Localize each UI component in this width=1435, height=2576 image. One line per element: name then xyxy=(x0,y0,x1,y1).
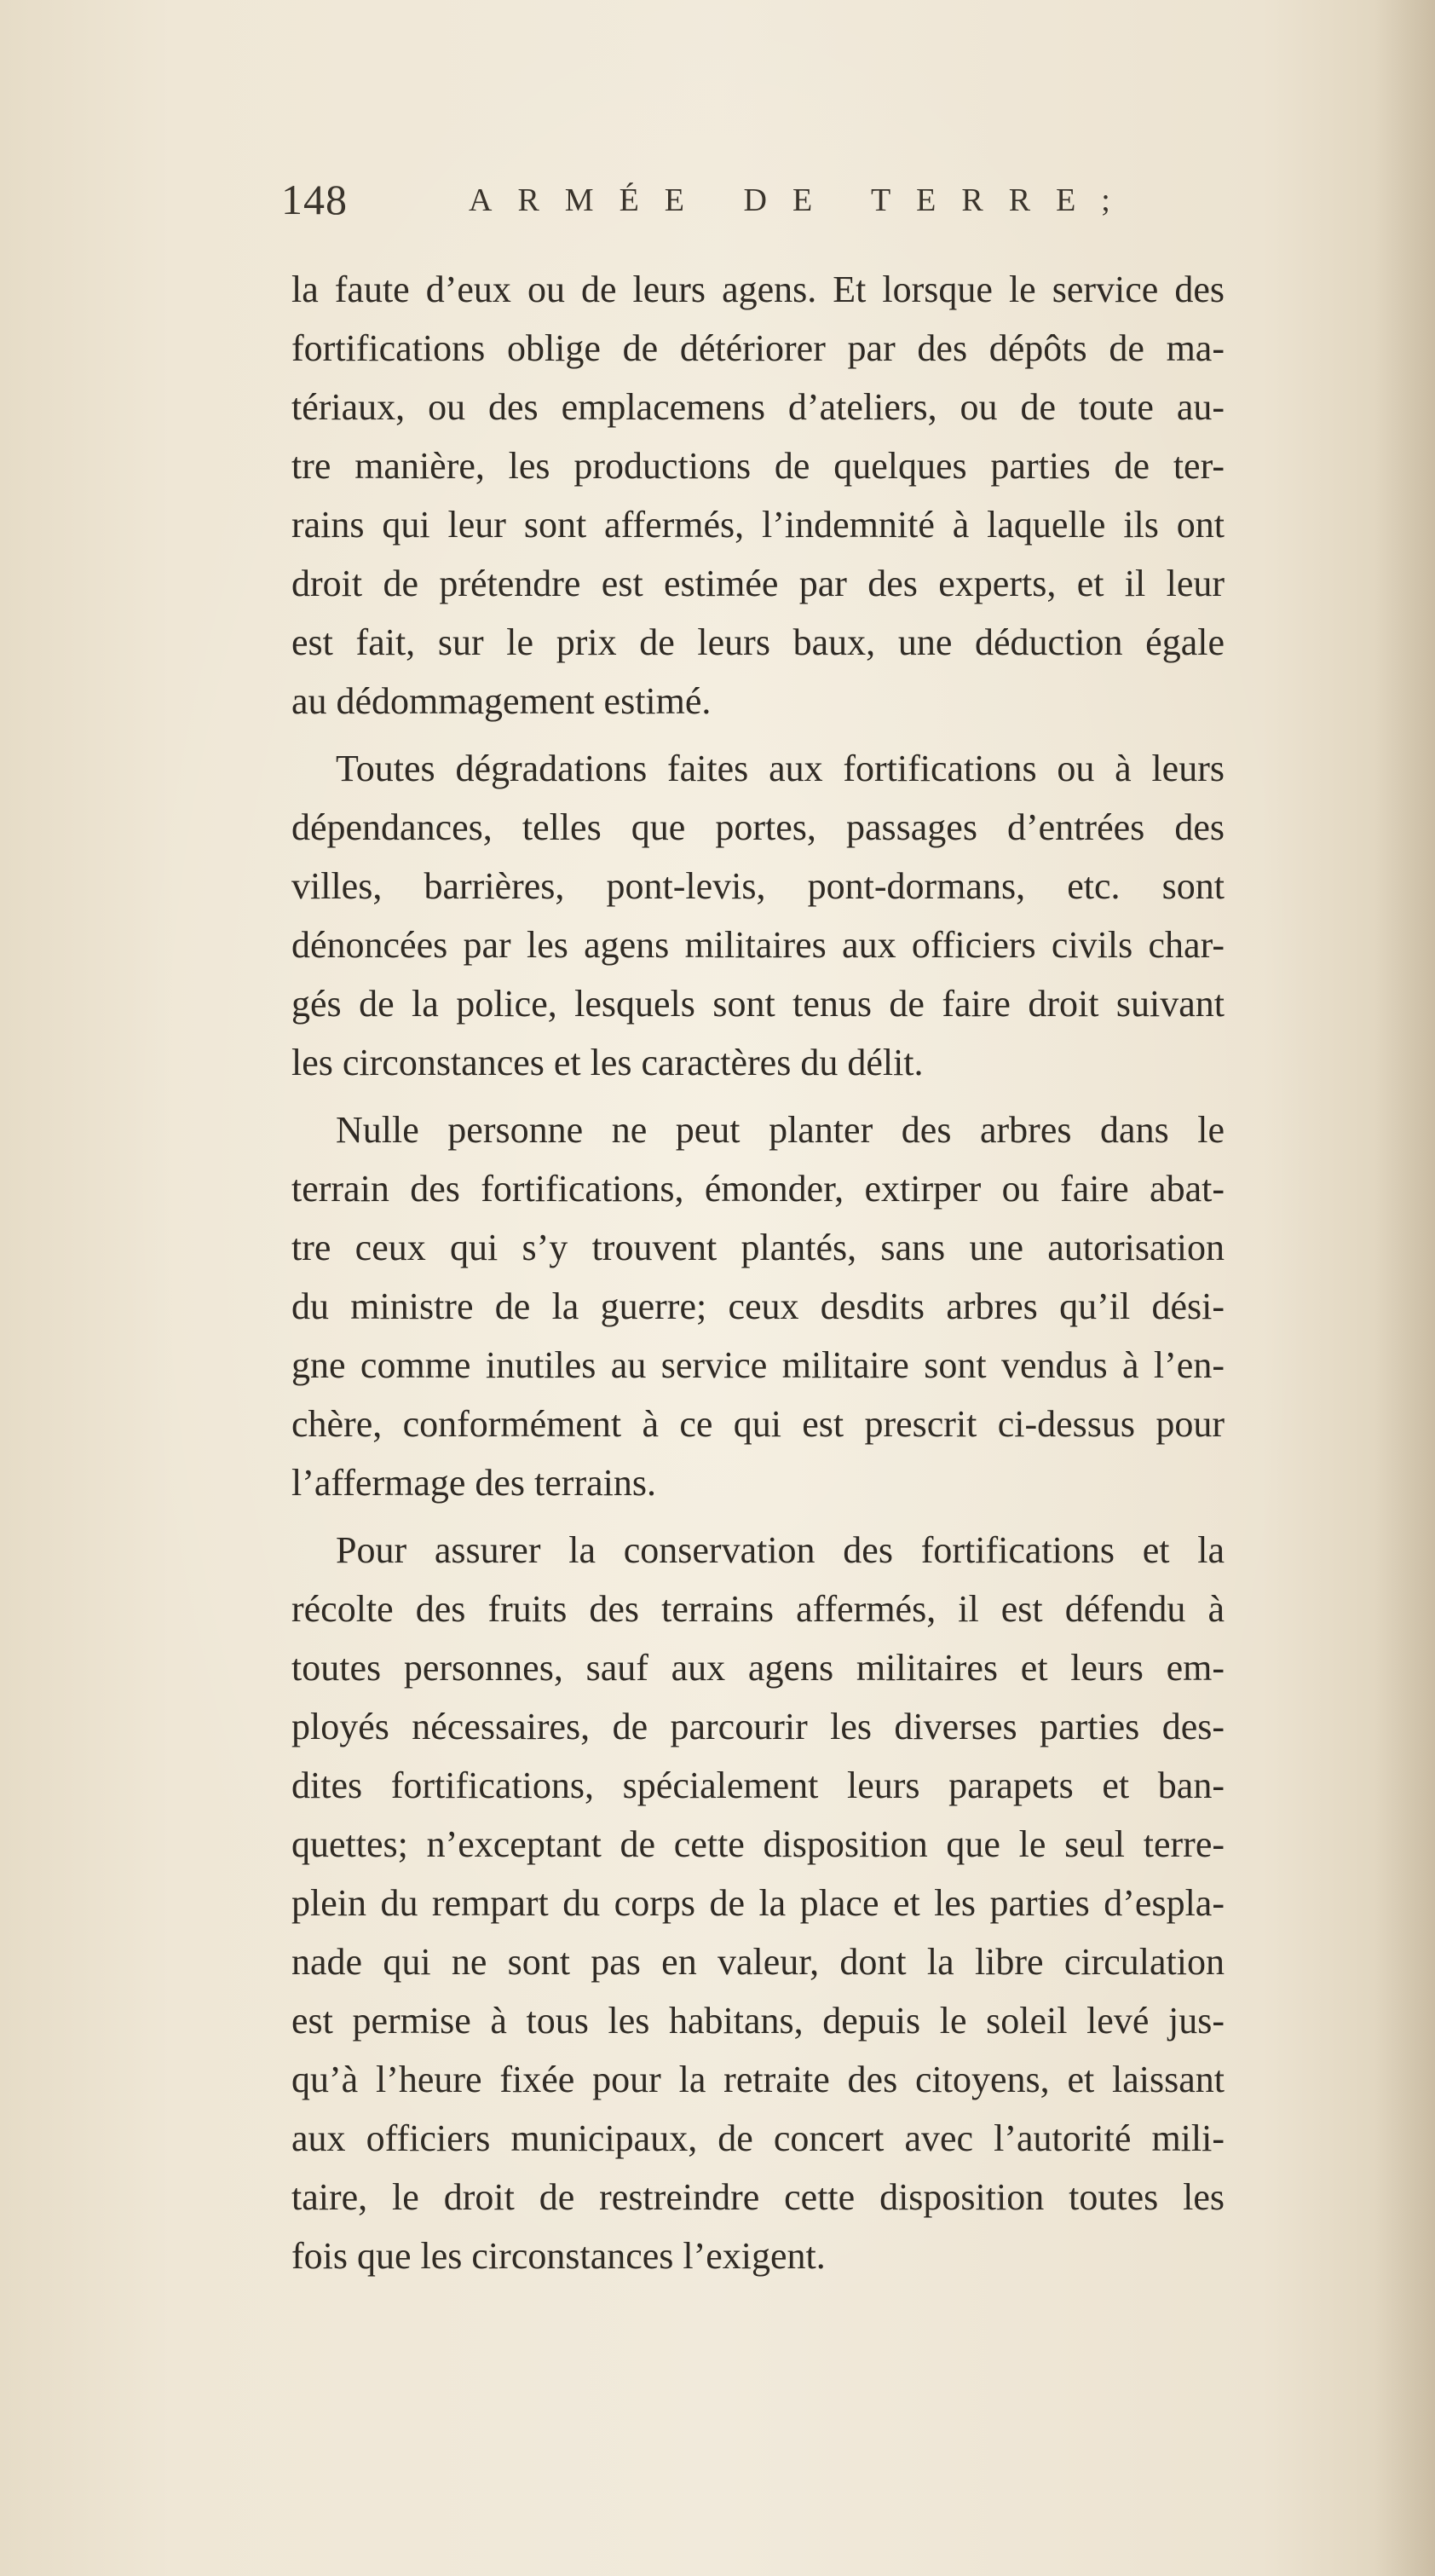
text-line: tre manière, les productions de quelques parties de ter- xyxy=(291,445,1225,487)
text-line: dites fortifications, spécialement leurs parapets et ban- xyxy=(291,1765,1225,1806)
running-head xyxy=(281,175,1244,234)
text-line: toutes personnes, sauf aux agens militaires et leurs em- xyxy=(291,1647,1225,1689)
text-line: Toutes dégradations faites aux fortifications ou à leurs xyxy=(336,748,1225,789)
running-title: ARMÉE DE TERRE; xyxy=(469,182,1136,218)
text-line: terrain des fortifications, émonder, extirper ou faire abat- xyxy=(291,1168,1225,1210)
paragraph xyxy=(291,260,1225,731)
text-line: dénoncées par les agens militaires aux officiers civils char- xyxy=(291,924,1225,966)
text-line: quettes; n’exceptant de cette disposition que le seul terre- xyxy=(291,1823,1225,1865)
text-line: au dédommagement estimé. xyxy=(291,680,712,722)
paragraph xyxy=(291,1521,1225,2285)
text-line: fois que les circonstances l’exigent. xyxy=(291,2235,826,2277)
text-line: aux officiers municipaux, de concert avec l’autorité mili- xyxy=(291,2117,1225,2159)
text-line: fortifications oblige de détériorer par des dépôts de ma- xyxy=(291,327,1225,369)
page-edge-shadow xyxy=(1375,0,1435,2576)
text-line: gne comme inutiles au service militaire sont vendus à l’en- xyxy=(291,1344,1225,1386)
text-line: ployés nécessaires, de parcourir les diverses parties des- xyxy=(291,1706,1225,1747)
text-line: tériaux, ou des emplacemens d’ateliers, ou de toute au- xyxy=(291,386,1225,428)
text-line: la faute d’eux ou de leurs agens. Et lorsque le service des xyxy=(291,269,1225,310)
text-line: chère, conformément à ce qui est prescrit ci-dessus pour xyxy=(291,1403,1225,1445)
text-line: gés de la police, lesquels sont tenus de faire droit suivant xyxy=(291,983,1225,1025)
text-line: Nulle personne ne peut planter des arbres dans le xyxy=(336,1109,1225,1151)
text-line: rains qui leur sont affermés, l’indemnité à laquelle ils ont xyxy=(291,504,1225,546)
text-line: villes, barrières, pont-levis, pont-dormans, etc. sont xyxy=(291,865,1225,907)
text-line: droit de prétendre est estimée par des experts, et il leur xyxy=(291,563,1225,604)
text-line: les circonstances et les caractères du délit. xyxy=(291,1042,924,1083)
text-line: nade qui ne sont pas en valeur, dont la libre circulation xyxy=(291,1941,1225,1983)
text-line: récolte des fruits des terrains affermés, il est défendu à xyxy=(291,1588,1225,1630)
text-line: dépendances, telles que portes, passages d’entrées des xyxy=(291,806,1225,848)
text-line: tre ceux qui s’y trouvent plantés, sans une autorisation xyxy=(291,1227,1225,1268)
page-number: 148 xyxy=(281,176,348,223)
body-text xyxy=(291,260,1225,2285)
text-line: est fait, sur le prix de leurs baux, une déduction égale xyxy=(291,621,1225,663)
text-line: qu’à l’heure fixée pour la retraite des citoyens, et laissant xyxy=(291,2059,1225,2100)
text-line: est permise à tous les habitans, depuis le soleil levé jus- xyxy=(291,2000,1225,2042)
text-line: l’affermage des terrains. xyxy=(291,1462,656,1504)
text-line: du ministre de la guerre; ceux desdits arbres qu’il dési- xyxy=(291,1285,1225,1327)
text-line: plein du rempart du corps de la place et les parties d’espla- xyxy=(291,1882,1225,1924)
text-line: Pour assurer la conservation des fortifications et la xyxy=(336,1529,1225,1571)
paragraph xyxy=(291,1100,1225,1512)
text-line: taire, le droit de restreindre cette disposition toutes les xyxy=(291,2176,1225,2218)
paragraph xyxy=(291,739,1225,1092)
